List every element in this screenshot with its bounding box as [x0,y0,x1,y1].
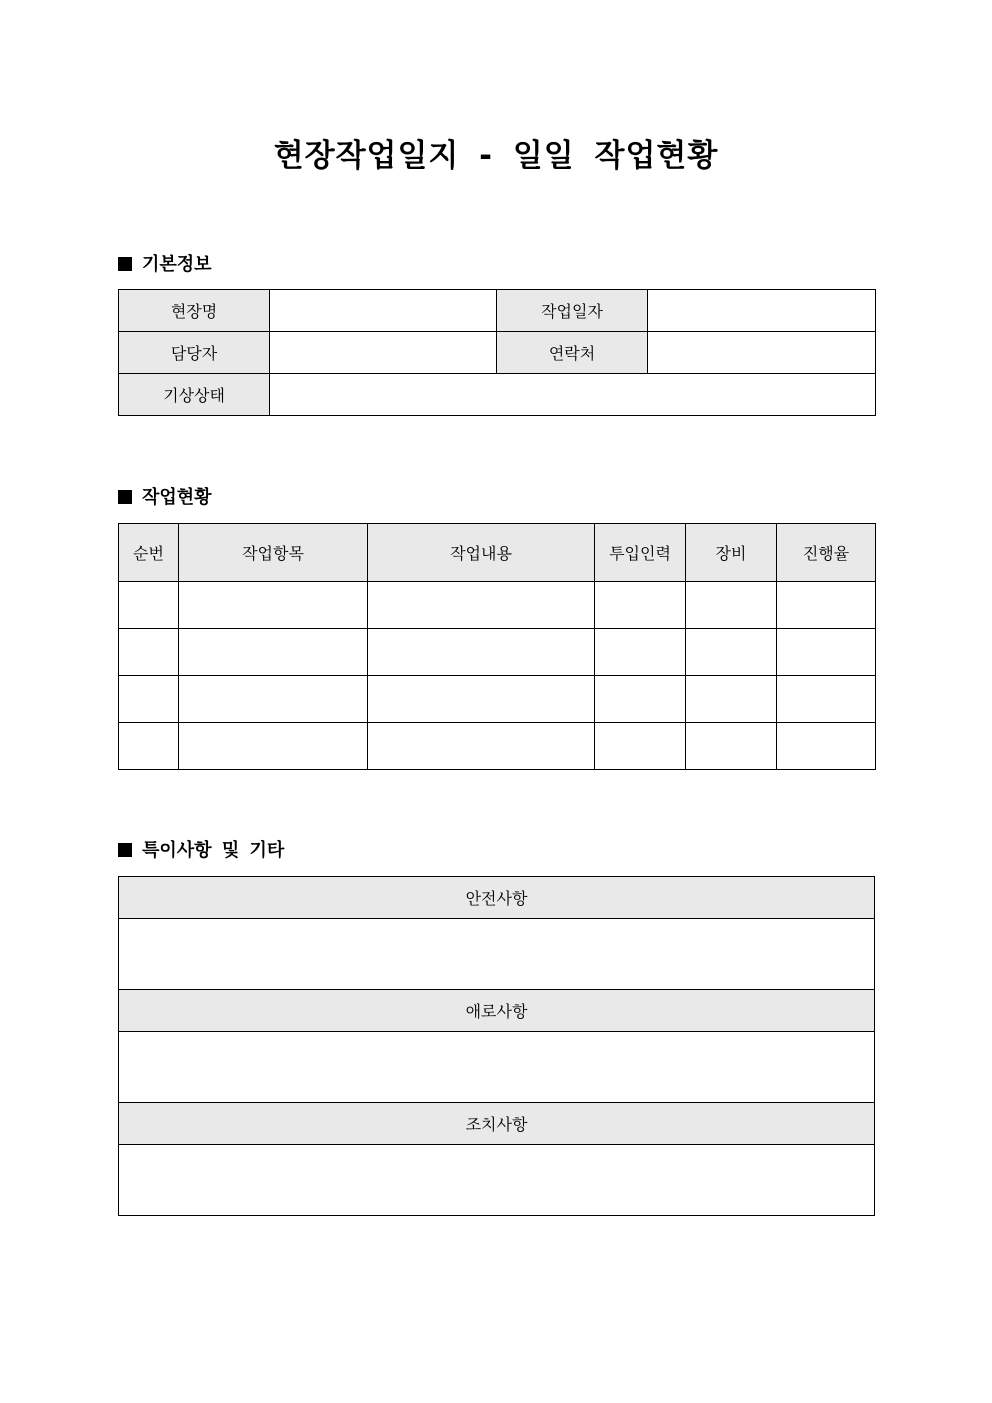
table-cell[interactable] [368,582,595,629]
section-heading-label: 특이사항 및 기타 [142,840,285,861]
table-cell[interactable] [777,629,876,676]
document-title: 현장작업일지 - 일일 작업현황 [273,138,719,174]
table-cell[interactable] [595,629,686,676]
table-row [119,1103,875,1145]
table-cell[interactable] [119,723,179,770]
column-header-number: 순번 [119,524,179,582]
table-row [119,290,876,332]
table-cell[interactable] [119,676,179,723]
table-cell[interactable] [119,582,179,629]
table-cell[interactable] [686,676,777,723]
contact-field[interactable] [648,332,876,374]
table-row [119,1145,875,1216]
section-heading-basic-info [118,252,212,278]
table-cell[interactable] [368,629,595,676]
table-cell[interactable] [368,676,595,723]
table-row [119,990,875,1032]
table-row [119,1032,875,1103]
table-cell[interactable] [368,723,595,770]
work-status-table [118,523,876,770]
table-row [119,629,876,676]
site-name-field[interactable] [270,290,497,332]
weather-label: 기상상태 [119,374,270,416]
table-cell[interactable] [595,676,686,723]
section-heading-label: 작업현황 [142,487,212,508]
actions-label: 조치사항 [119,1103,875,1145]
site-name-label: 현장명 [119,290,270,332]
table-row [119,877,875,919]
table-row [119,676,876,723]
difficulties-field[interactable] [119,1032,875,1103]
square-bullet-icon [118,257,132,271]
work-date-field[interactable] [648,290,876,332]
work-date-label: 작업일자 [497,290,648,332]
manager-field[interactable] [270,332,497,374]
section-heading-label: 기본정보 [142,254,212,275]
difficulties-label: 애로사항 [119,990,875,1032]
table-cell[interactable] [777,676,876,723]
section-heading-work-status [118,485,212,511]
column-header-equipment: 장비 [686,524,777,582]
table-cell[interactable] [179,676,368,723]
table-cell[interactable] [179,629,368,676]
table-row [119,374,876,416]
table-header-row [119,524,876,582]
weather-field[interactable] [270,374,876,416]
table-cell[interactable] [119,629,179,676]
table-cell[interactable] [777,723,876,770]
table-row [119,919,875,990]
table-cell[interactable] [179,582,368,629]
table-row [119,332,876,374]
notes-table [118,876,875,1216]
safety-field[interactable] [119,919,875,990]
table-cell[interactable] [686,582,777,629]
column-header-progress: 진행율 [777,524,876,582]
table-cell[interactable] [595,582,686,629]
table-row [119,723,876,770]
table-cell[interactable] [595,723,686,770]
basic-info-table [118,289,876,416]
manager-label: 담당자 [119,332,270,374]
safety-label: 안전사항 [119,877,875,919]
square-bullet-icon [118,490,132,504]
table-cell[interactable] [686,723,777,770]
square-bullet-icon [118,843,132,857]
section-heading-notes [118,838,284,864]
table-cell[interactable] [777,582,876,629]
column-header-work-item: 작업항목 [179,524,368,582]
table-cell[interactable] [179,723,368,770]
table-cell[interactable] [686,629,777,676]
column-header-work-content: 작업내용 [368,524,595,582]
contact-label: 연락처 [497,332,648,374]
table-row [119,582,876,629]
column-header-manpower: 투입인력 [595,524,686,582]
actions-field[interactable] [119,1145,875,1216]
